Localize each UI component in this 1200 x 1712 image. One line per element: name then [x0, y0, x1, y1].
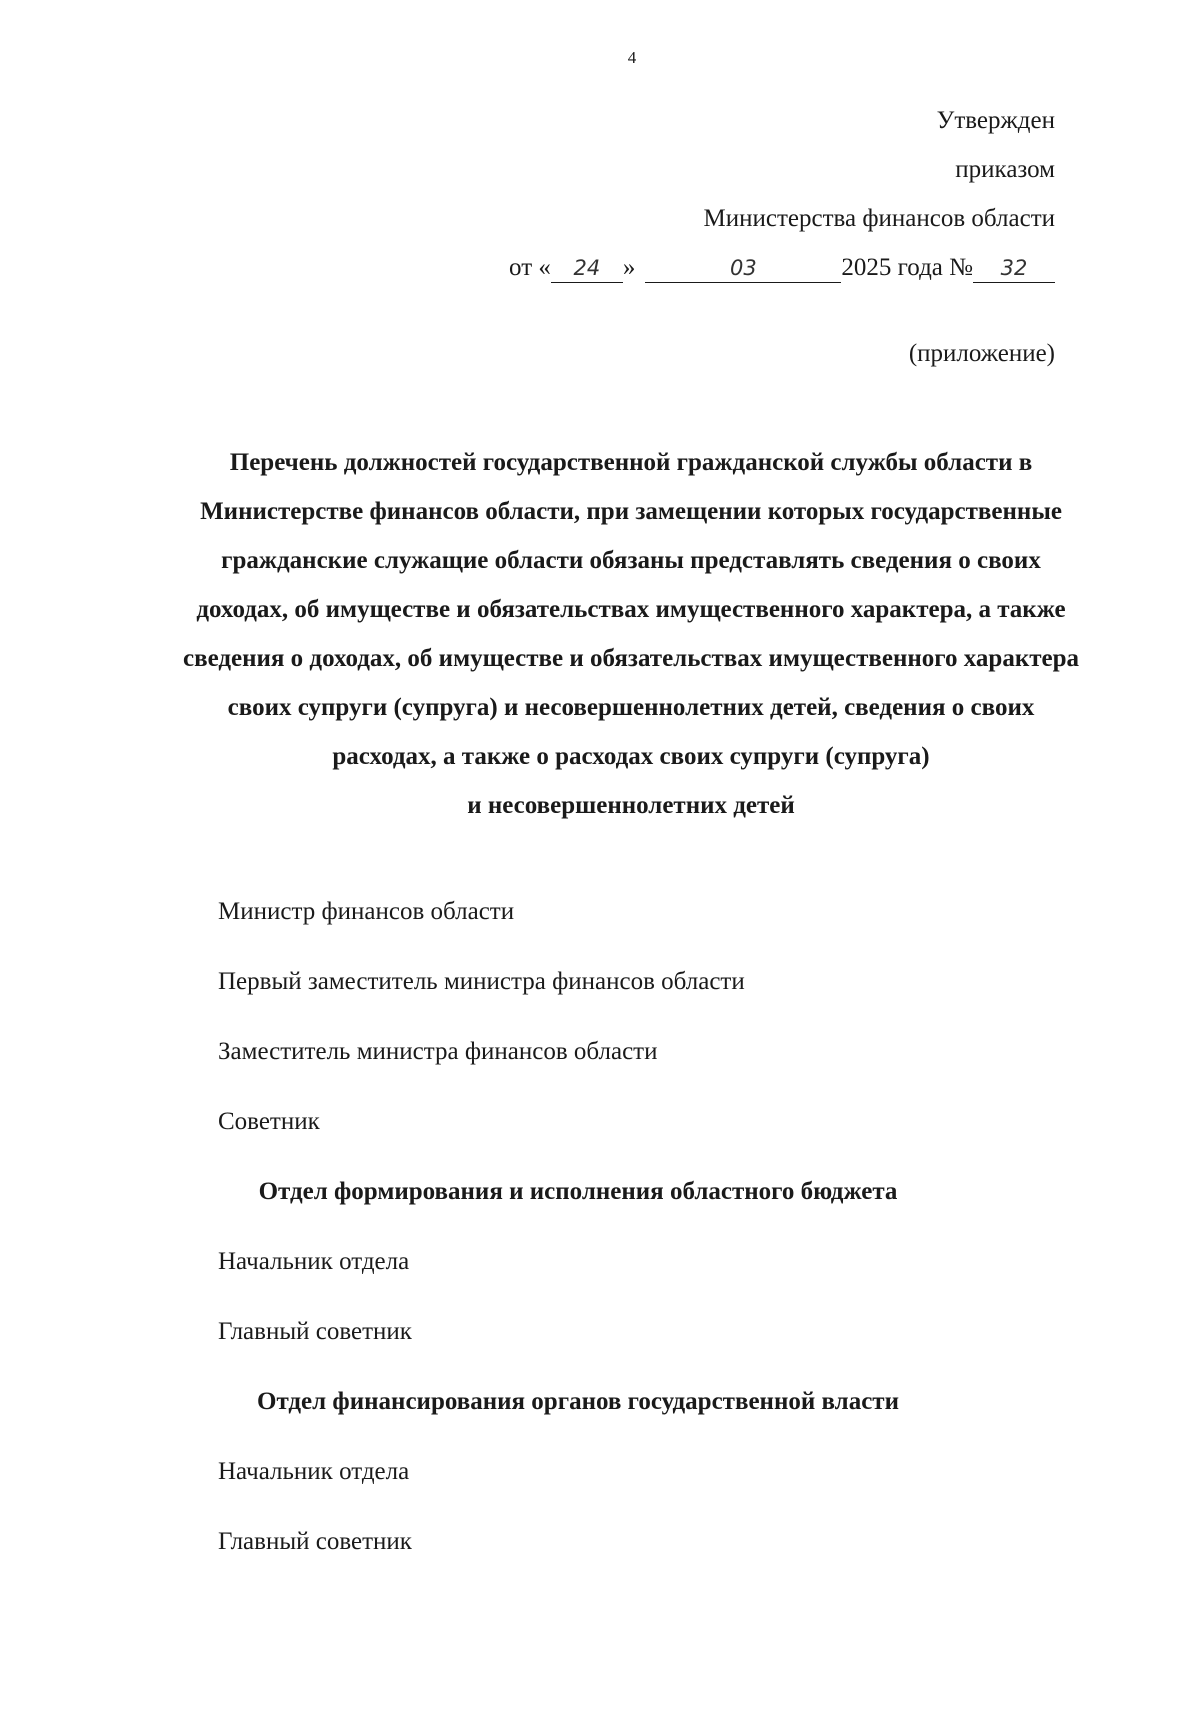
title-line: доходах, об имуществе и обязательствах имущественного характера, а также — [196, 596, 1066, 623]
title-line: и несовершеннолетних детей — [467, 792, 795, 819]
title-line: гражданские служащие области обязаны представлять сведения о своих — [221, 547, 1041, 574]
positions-list — [218, 892, 1158, 1592]
handwritten-day: 24 — [551, 254, 623, 283]
approval-block — [509, 96, 1055, 292]
page-number: 4 — [627, 48, 637, 67]
title-line: расходах, а также о расходах своих супруги (супруга) — [332, 743, 930, 770]
date-year-text: 2025 года № — [841, 254, 973, 281]
position-item: Начальник отдела — [218, 1248, 410, 1275]
position-item: Главный советник — [218, 1318, 412, 1345]
department-heading: Отдел формирования и исполнения областного бюджета — [258, 1178, 898, 1205]
date-prefix: от « — [509, 254, 551, 281]
position-item: Главный советник — [218, 1528, 412, 1555]
approval-date-line — [509, 243, 1055, 292]
approval-line-approved: Утвержден — [936, 107, 1055, 134]
approval-line-order: приказом — [955, 156, 1055, 183]
title-line: своих супруги (супруга) и несовершеннолетних детей, сведения о своих — [227, 694, 1035, 721]
appendix-label: (приложение) — [908, 340, 1055, 367]
position-item: Начальник отдела — [218, 1458, 410, 1485]
position-item: Заместитель министра финансов области — [218, 1038, 658, 1065]
department-heading: Отдел финансирования органов государственной власти — [257, 1388, 899, 1415]
document-title — [110, 438, 1152, 830]
date-mid: » — [622, 254, 636, 281]
approval-line-ministry: Министерства финансов области — [703, 205, 1055, 232]
position-item: Первый заместитель министра финансов области — [218, 968, 745, 995]
position-item: Советник — [218, 1108, 320, 1135]
title-line: Министерстве финансов области, при замещении которых государственные — [200, 498, 1062, 525]
handwritten-order-number: 32 — [973, 254, 1055, 283]
handwritten-month: 03 — [645, 254, 841, 283]
position-item: Министр финансов области — [218, 898, 515, 925]
title-line: Перечень должностей государственной гражданской службы области в — [229, 449, 1033, 476]
title-line: сведения о доходах, об имуществе и обязательствах имущественного характера — [182, 645, 1080, 672]
